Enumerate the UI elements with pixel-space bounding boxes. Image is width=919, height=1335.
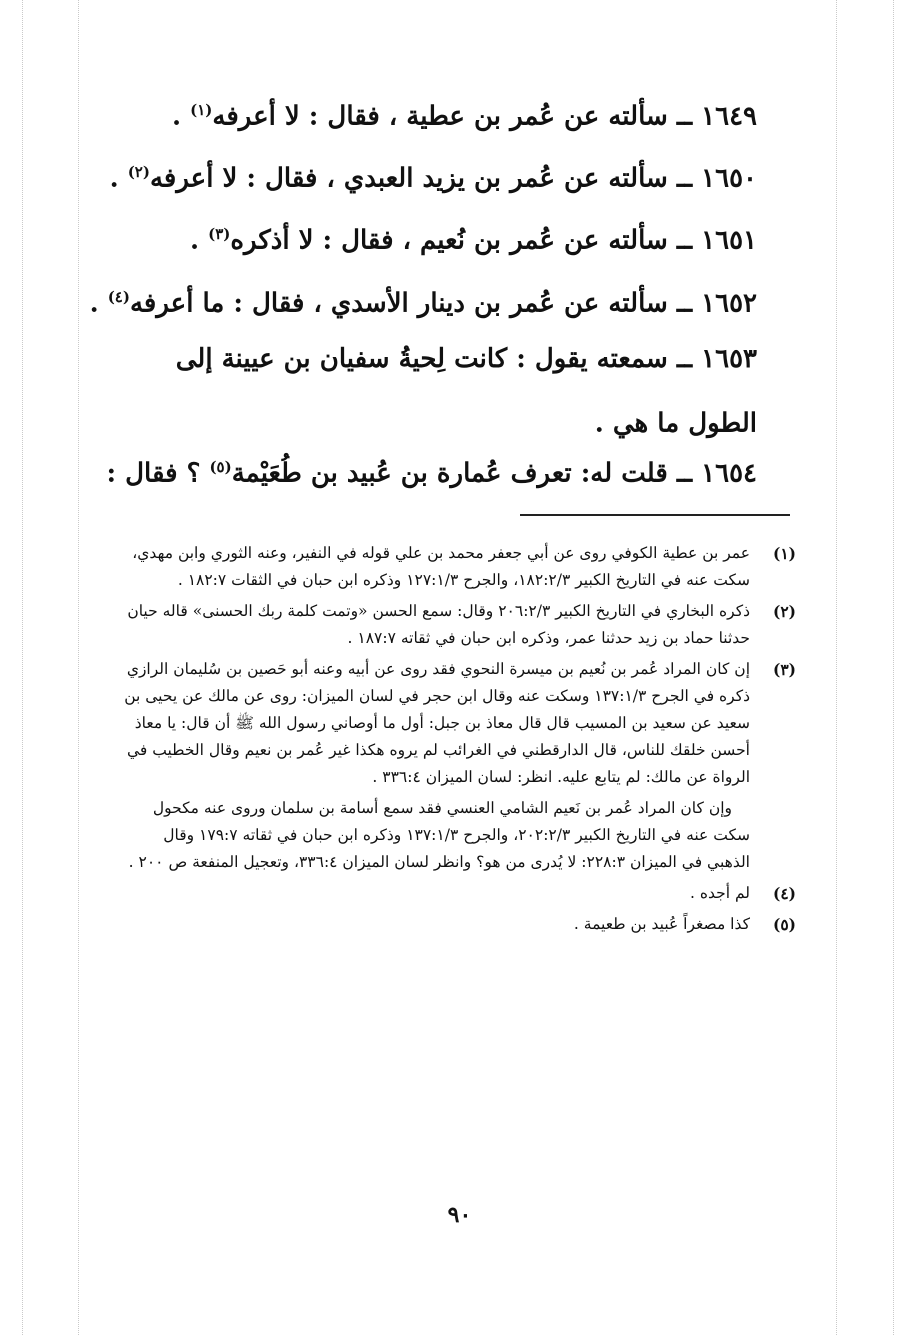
entry-text: ــ سمعته يقول : كانت لِحيةُ سفيان بن عيينة إلى الطول ما هي . — [175, 344, 757, 439]
footnote-marker: (٢) — [772, 602, 796, 621]
entry-number: ١٦٥٣ — [701, 344, 757, 374]
footnote-text: عمر بن عطية الكوفي روى عن أبي جعفر محمد بن علي قوله في النفير، وعنه الثوري وابن مهدي، سكت عنه في التاريخ الكبير ١٨٢:٢/٣، والجرح ١٢٧:١/٣ وذكره ابن حبان في الثقات ١٨٢:٧ . — [132, 544, 750, 589]
footnote-ref: (٣) — [208, 225, 231, 243]
entry-text: ــ سألته عن عُمر بن عطية ، فقال : لا أعرفه — [212, 101, 693, 132]
entry-1649 — [117, 83, 757, 144]
entry-text: ــ سألته عن عُمر بن دينار الأسدي ، فقال : ما أعرفه — [129, 288, 693, 319]
footnote-marker: (٥) — [772, 915, 796, 934]
entry-1652 — [89, 270, 757, 331]
entry-number: ١٦٥٤ — [701, 458, 757, 489]
entry-text: ــ سألته عن عُمر بن يزيد العبدي ، فقال : لا أعرفه — [149, 163, 693, 194]
footnote-text: ذكره البخاري في التاريخ الكبير ٢٠٦:٢/٣ وقال: سمع الحسن «وتمت كلمة ربك الحسنى» قاله حيان حدثنا حماد بن زيد حدثنا عمر، وذكره ابن حبان في ثقاته ١٨٧:٧ . — [127, 602, 750, 647]
entry-1653 — [107, 330, 757, 453]
entry-number: ١٦٤٩ — [701, 101, 757, 132]
footnote-3 — [118, 656, 796, 876]
scan-guide-line — [893, 0, 894, 1335]
page-number: ٩٠ — [447, 1202, 472, 1228]
footnote-ref: (٤) — [107, 288, 130, 306]
entry-end: . — [172, 101, 191, 132]
entry-1651 — [117, 207, 757, 268]
entry-1650 — [109, 145, 757, 206]
footnote-text: كذا مصغراً عُبيد بن طعيمة . — [573, 915, 750, 933]
footnote-5 — [118, 911, 796, 938]
footnote-text: لم أجده . — [690, 884, 750, 902]
entry-end: ؟ فقال : — [106, 458, 210, 489]
footnote-text-continued: وإن كان المراد عُمر بن نَعيم الشامي العنسي فقد سمع أسامة بن سلمان وروى عنه مكحول سكت عنه في التاريخ الكبير ٢٠٢:٢/٣، والجرح ١٣٧:١/٣ وذكره ابن حبان في ثقاته ١٧٩:٧ وقال الذهبي في الميزان ٢٢٨:٣: لا يُدرى من هو؟ وانظر لسان الميزان ٣٣٦:٤، وتعجيل المنفعة ص ٢٠٠ . — [128, 799, 750, 871]
footnote-4 — [118, 880, 796, 907]
entry-end: . — [89, 288, 108, 319]
entry-end: . — [190, 225, 209, 256]
entry-number: ١٦٥١ — [701, 225, 757, 256]
footnote-1 — [118, 540, 796, 594]
footnotes — [118, 540, 796, 942]
footnote-ref: (١) — [190, 101, 213, 119]
footnote-text: إن كان المراد عُمر بن نُعيم بن ميسرة النحوي فقد روى عن أبيه وعنه أبو حَصين بن سُليمان الرازي ذكره في الجرح ١٣٧:١/٣ وسكت عنه وقال ابن حجر في لسان الميزان: روى عن مالك عن يحيى بن سعيد عن سعيد بن المسيب قال قال معاذ بن جبل: أول ما أوصاني رسول الله ﷺ أن قال: يا معاذ أحسن خلقك للناس، قال الدارقطني في الغرائب لم يروه هكذا غير عُمر بن نعيم وقال الخطيب في الرواة عن مالك: لم يتابع عليه. انظر: لسان الميزان ٣٣٦:٤ . — [124, 660, 750, 786]
entry-number: ١٦٥٠ — [701, 163, 757, 194]
scan-guide-line — [78, 0, 79, 1335]
entry-end: . — [109, 163, 128, 194]
scan-guide-line — [836, 0, 837, 1335]
footnote-separator — [520, 514, 790, 516]
entry-1654 — [106, 440, 757, 501]
footnote-2 — [118, 598, 796, 652]
entry-number: ١٦٥٢ — [701, 288, 757, 319]
entry-text: ــ سألته عن عُمر بن نُعيم ، فقال : لا أذكره — [230, 225, 693, 256]
footnote-marker: (٤) — [772, 884, 796, 903]
scan-guide-line — [22, 0, 23, 1335]
entry-text: ــ قلت له: تعرف عُمارة بن عُبيد بن طُعَيْمة — [231, 458, 693, 489]
footnote-ref: (٥) — [209, 458, 232, 476]
footnote-marker: (١) — [772, 544, 796, 563]
footnote-ref: (٢) — [127, 163, 150, 181]
footnote-marker: (٣) — [772, 660, 796, 679]
